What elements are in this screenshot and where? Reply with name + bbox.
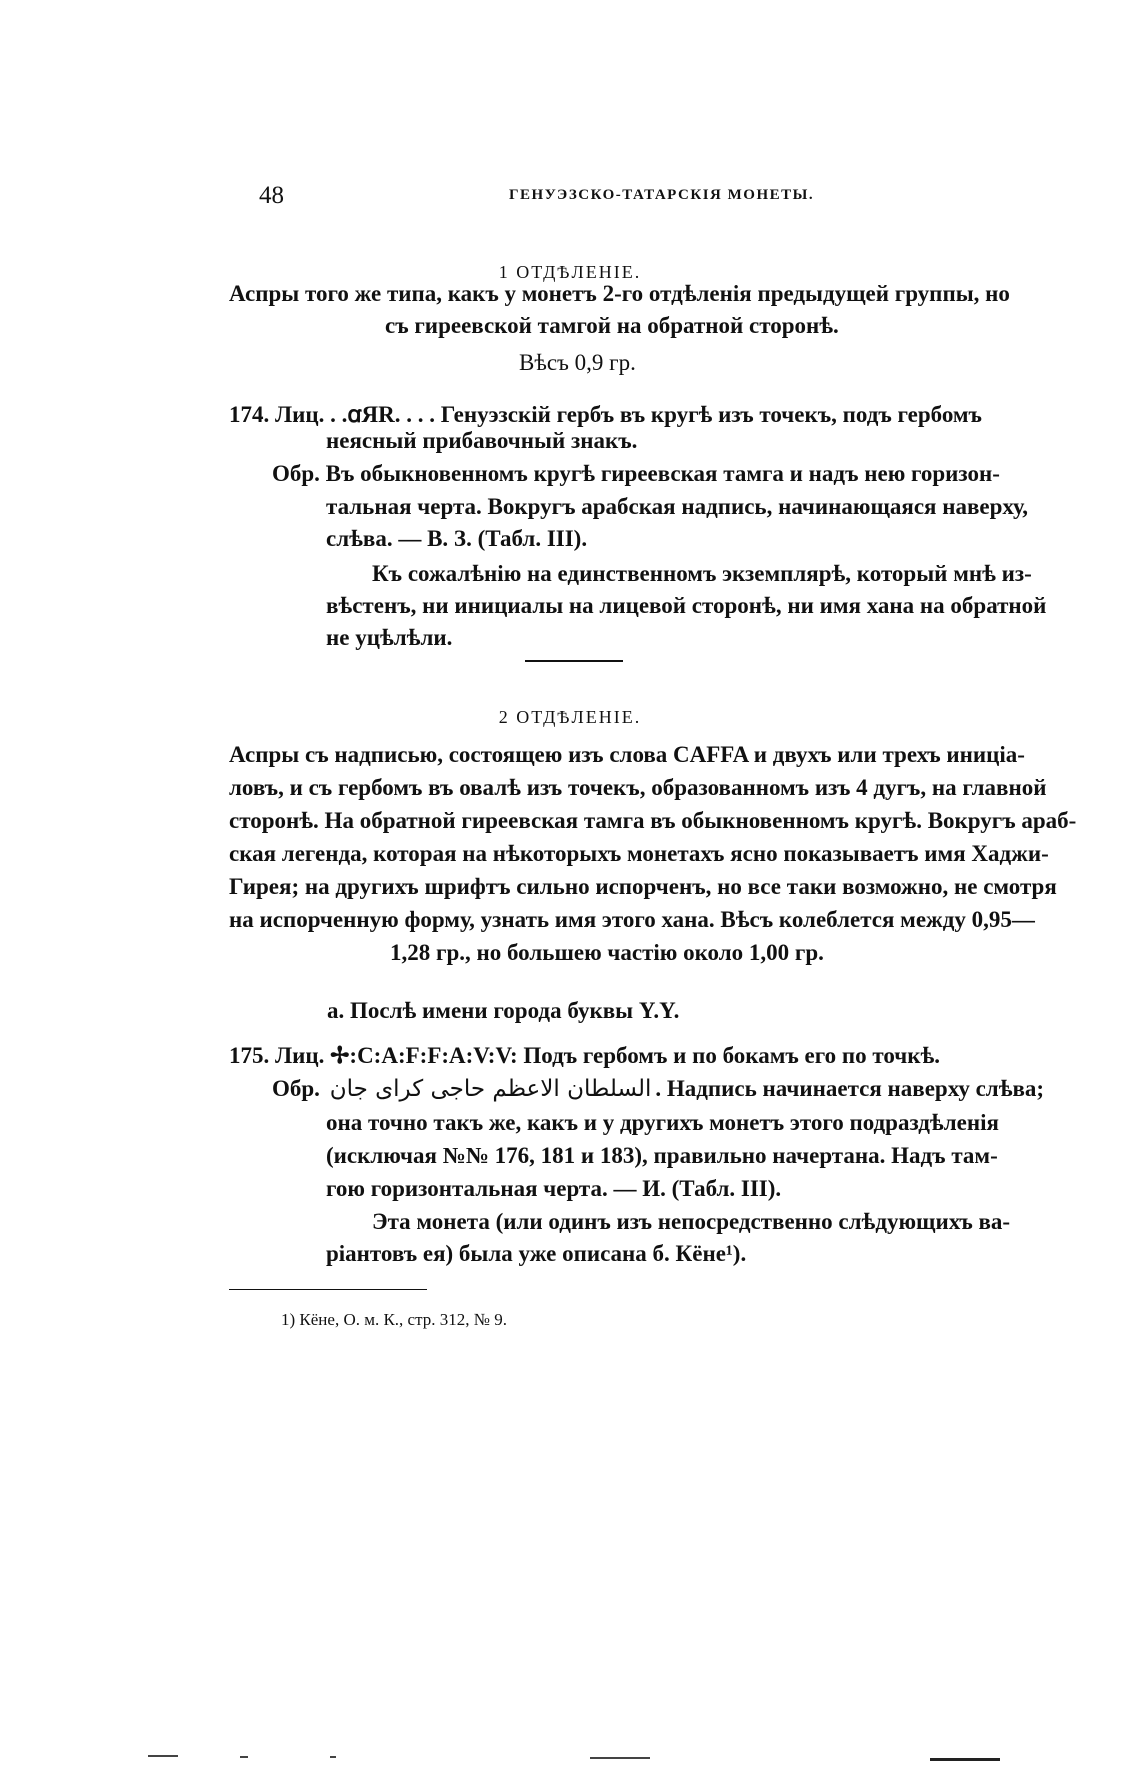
- entry-174-obverse-line-2: неясный прибавочный знакъ.: [326, 428, 638, 453]
- section-2-intro-last-line: 1,28 гр., но большею частію около 1,00 гр.: [390, 940, 824, 965]
- footnote: 1) Кёне, О. м. К., стр. 312, № 9.: [281, 1310, 507, 1329]
- entry-174-reverse-line-3: слѣва. — В. З. (Табл. III).: [326, 526, 588, 551]
- entry-175-arabic-legend: السلطان الاعظم حاجى كراى جان: [329, 1076, 652, 1102]
- entry-175-reverse-label: Обр.: [272, 1076, 320, 1101]
- entry-175-reverse-line-1-rest: . Надпись начинается наверху слѣва;: [655, 1076, 1045, 1101]
- entry-175-obverse-line: 175. Лиц. ✢:C:A:F:F:A:V:V: Подъ гербомъ и по бокамъ его по точкѣ.: [229, 1043, 941, 1068]
- running-title: ГЕНУЭЗСКО-ТАТАРСКІЯ МОНЕТЫ.: [509, 187, 815, 203]
- section-1-heading: 1 ОТДѢЛЕНІЕ.: [498, 262, 642, 282]
- entry-175-note-line-1: Эта монета (или одинъ изъ непосредственно слѣдующихъ ва-: [372, 1209, 1011, 1234]
- scan-artifact: [930, 1758, 1000, 1761]
- scan-artifact: [330, 1756, 336, 1758]
- entry-175-note-line-2: ріантовъ ея) была уже описана б. Кёне¹).: [326, 1241, 747, 1266]
- entry-174-note-line-1: Къ сожалѣнію на единственномъ экземплярѣ, который мнѣ из-: [372, 561, 1032, 586]
- section-2-intro-line-6: на испорченную форму, узнать имя этого хана. Вѣсъ колеблется между 0,95—: [229, 907, 1035, 932]
- entry-174-obverse-line-1: 174. Лиц. . .ꭤЯR. . . . Генуэзскій гербъ въ кругѣ изъ точекъ, подъ гербомъ: [229, 402, 982, 427]
- scan-artifact: [240, 1756, 248, 1758]
- section-1-intro-line-2: съ гиреевской тамгой на обратной сторонѣ.: [385, 313, 839, 338]
- scan-artifact: [590, 1757, 650, 1759]
- entry-174-reverse-line-2: тальная черта. Вокругъ арабская надпись, начинающаяся наверху,: [326, 494, 1028, 519]
- section-2-intro-line-2: ловъ, и съ гербомъ въ овалѣ изъ точекъ, образованномъ изъ 4 дугъ, на главной: [229, 775, 1047, 800]
- section-2-intro-line-4: ская легенда, которая на нѣкоторыхъ монетахъ ясно показываетъ имя Хаджи-: [229, 841, 1049, 866]
- section-1-intro-line-1: Аспры того же типа, какъ у монетъ 2-го отдѣленія предыдущей группы, но: [229, 281, 1010, 306]
- entry-175-reverse-line-1: [272, 1076, 1044, 1102]
- section-2-intro-line-1: Аспры съ надписью, состоящею изъ слова CAFFA и двухъ или трехъ иниціа-: [229, 742, 1025, 767]
- section-divider: [525, 660, 623, 662]
- entry-174-note-line-2: вѣстенъ, ни инициалы на лицевой сторонѣ, ни имя хана на обратной: [326, 593, 1047, 618]
- page-number: 48: [259, 182, 284, 209]
- section-2-intro-line-5: Гирея; на другихъ шрифтъ сильно испорченъ, но все таки возможно, не смотря: [229, 874, 1057, 899]
- section-2-intro-line-3: сторонѣ. На обратной гиреевская тамга въ обыкновенномъ кругѣ. Вокругъ араб-: [229, 808, 1077, 833]
- scan-artifact: [148, 1755, 178, 1757]
- entry-174-reverse-line-1: Обр. Въ обыкновенномъ кругѣ гиреевская тамга и надъ нею горизон-: [272, 461, 1000, 486]
- footnote-rule: [229, 1289, 427, 1290]
- subsection-a-heading: а. Послѣ имени города буквы Y.Y.: [327, 998, 680, 1023]
- entry-174-note-line-3: не уцѣлѣли.: [326, 625, 453, 650]
- entry-175-reverse-line-3: (исключая №№ 176, 181 и 183), правильно начертана. Надъ там-: [326, 1143, 998, 1168]
- entry-175-reverse-line-2: она точно такъ же, какъ и у другихъ монетъ этого подраздѣленія: [326, 1110, 999, 1135]
- section-2-heading: 2 ОТДѢЛЕНІЕ.: [498, 707, 642, 727]
- entry-175-reverse-line-4: гою горизонтальная черта. — И. (Табл. III).: [326, 1176, 782, 1201]
- section-1-weight: Вѣсъ 0,9 гр.: [519, 350, 636, 375]
